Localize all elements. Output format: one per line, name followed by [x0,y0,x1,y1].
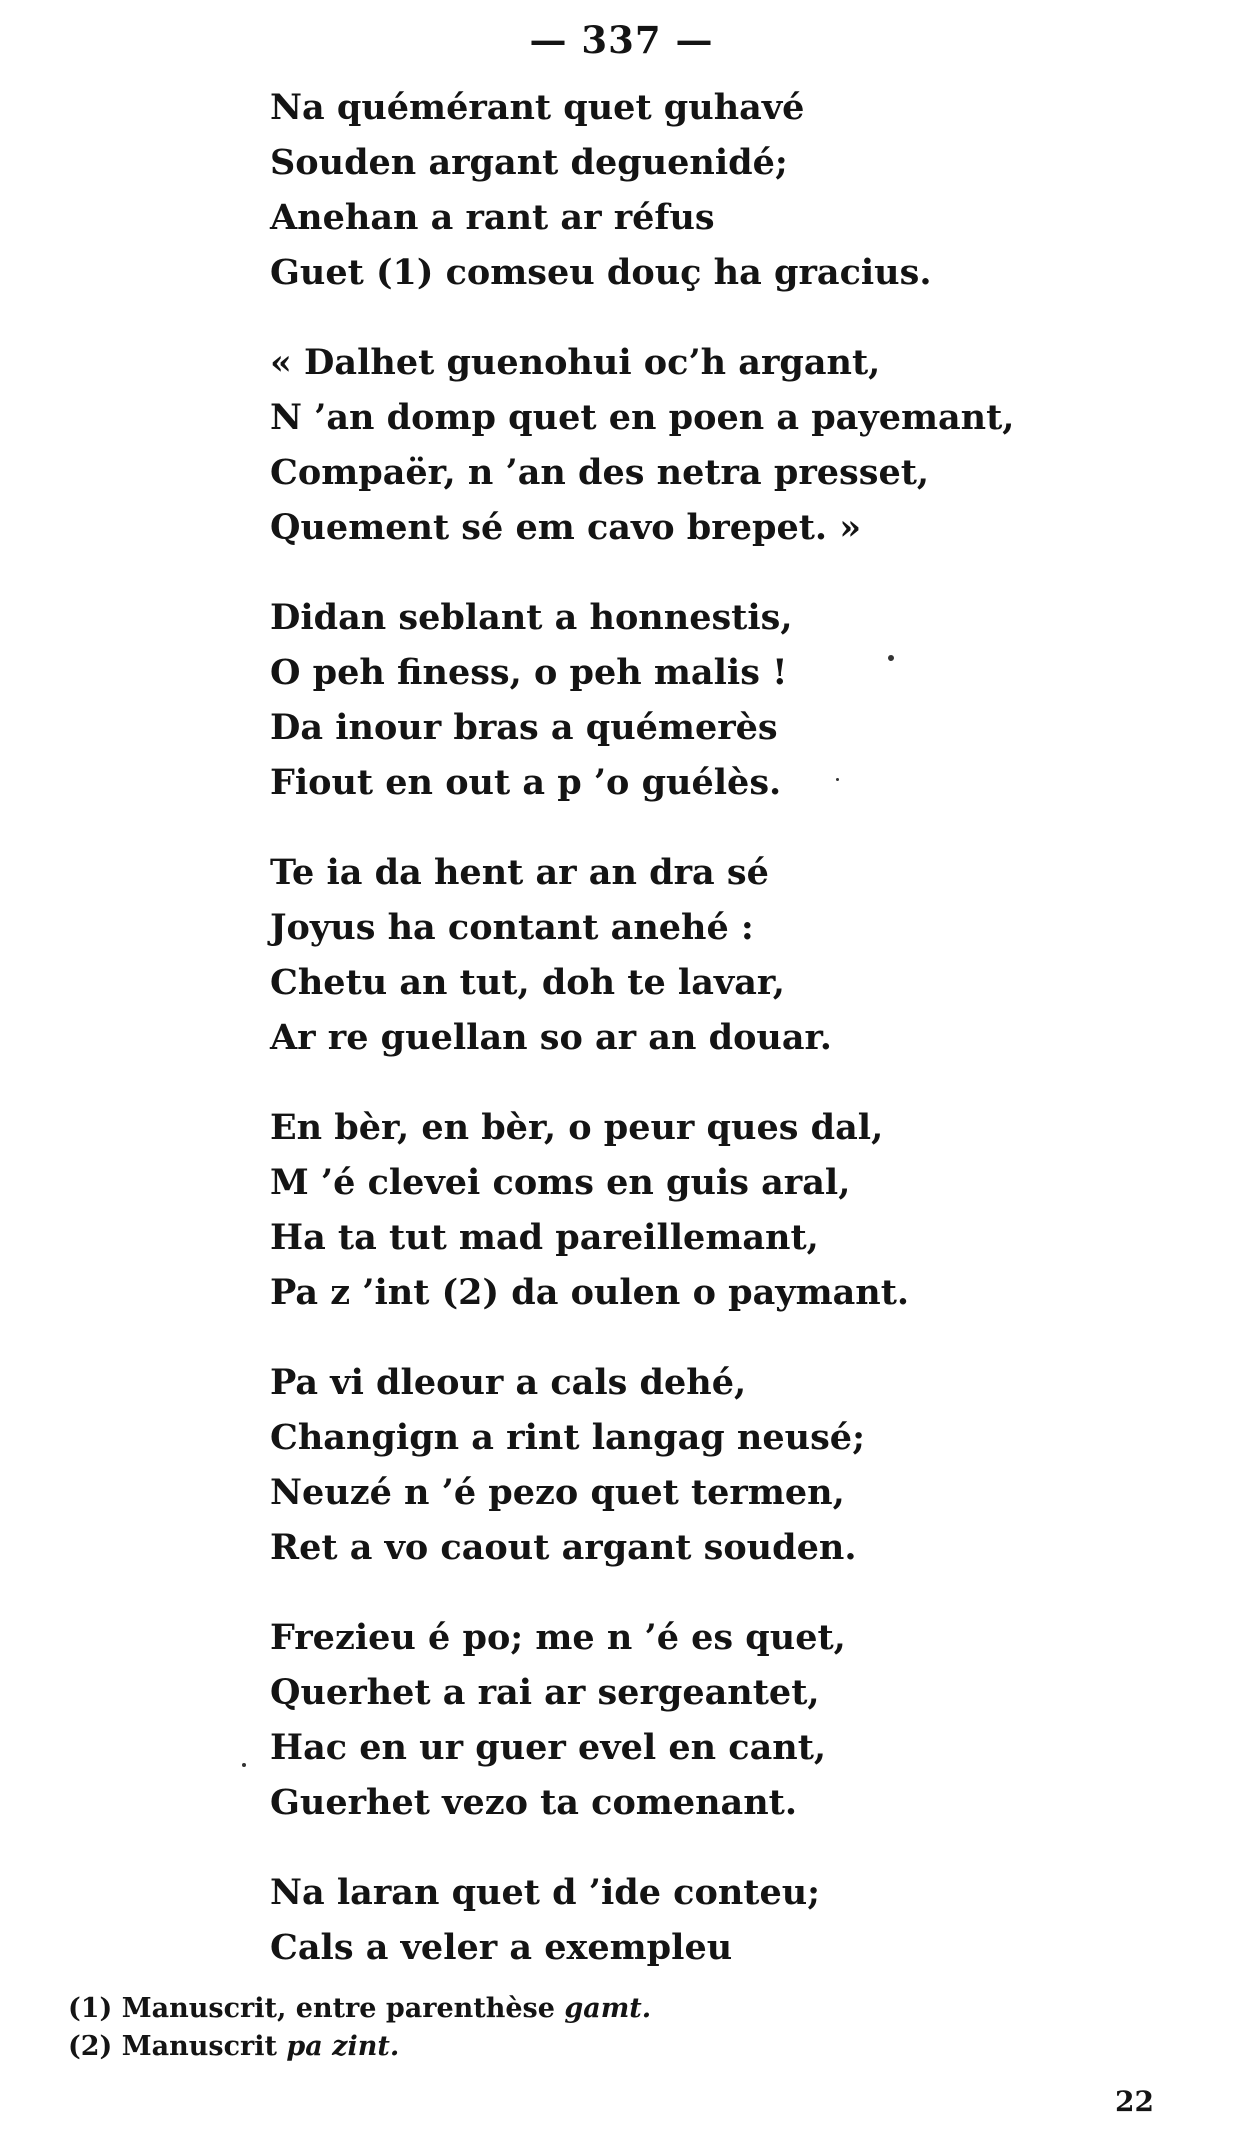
verse-line: Na laran quet d ’ide conteu; [270,1872,821,1913]
stanza [270,1355,1170,1575]
verse-line: Hac en ur guer evel en cant, [270,1727,827,1768]
stanza [270,1610,1170,1830]
stanza [270,1865,1170,1975]
footnote-text: (2) Manuscrit [68,2031,277,2062]
verse-line: Didan seblant a honnestis, [270,597,793,638]
footnote-text: (1) Manuscrit, entre parenthèse [68,1993,555,2024]
verse-line: En bèr, en bèr, o peur ques dal, [270,1107,884,1148]
footnote-1 [68,1990,1068,2028]
verse-line: Chetu an tut, doh te lavar, [270,962,785,1003]
footnotes [68,1990,1068,2066]
signature-mark: 22 [1115,2085,1154,2118]
verse-line: Fiout en out a p ’o guélès. [270,762,782,803]
footnote-italic: pa zint. [286,2031,400,2062]
verse-line: Guerhet vezo ta comenant. [270,1782,798,1823]
ink-speck [242,1763,246,1767]
verse-line: Joyus ha contant anehé : [270,907,754,948]
poem [270,80,1170,2010]
verse-line: Cals a veler a exempleu [270,1927,733,1968]
verse-line: Frezieu é po; me n ’é es quet, [270,1617,846,1658]
verse-line: Pa vi dleour a cals dehé, [270,1362,747,1403]
verse-line: Anehan a rant ar réfus [270,197,715,238]
stanza [270,590,1170,810]
verse-line: Changign a rint langag neusé; [270,1417,865,1458]
verse-line: Ar re guellan so ar an douar. [270,1017,832,1058]
verse-line: « Dalhet guenohui oc’h argant, [270,342,881,383]
stanza [270,335,1170,555]
verse-line: Na quémérant quet guhavé [270,87,805,128]
verse-line: Da inour bras a quémerès [270,707,778,748]
ink-speck [888,655,894,661]
verse-line: O peh finess, o peh malis ! [270,652,788,693]
verse-line: Ret a vo caout argant souden. [270,1527,857,1568]
verse-line: N ’an domp quet en poen a payemant, [270,397,1015,438]
verse-line: Te ia da hent ar an dra sé [270,852,769,893]
verse-line: Souden argant deguenidé; [270,142,788,183]
verse-line: M ’é clevei coms en guis aral, [270,1162,851,1203]
verse-line: Compaër, n ’an des netra presset, [270,452,930,493]
ink-speck [836,778,839,781]
verse-line: Ha ta tut mad pareillemant, [270,1217,819,1258]
footnote-2 [68,2028,1068,2066]
verse-line: Querhet a rai ar sergeantet, [270,1672,820,1713]
stanza [270,1100,1170,1320]
verse-line: Guet (1) comseu douç ha gracius. [270,252,932,293]
verse-line: Pa z ’int (2) da oulen o paymant. [270,1272,910,1313]
footnote-italic: gamt. [564,1993,652,2024]
verse-line: Quement sé em cavo brepet. » [270,507,862,548]
stanza [270,80,1170,300]
verse-line: Neuzé n ’é pezo quet termen, [270,1472,845,1513]
stanza [270,845,1170,1065]
page-number: — 337 — [529,18,714,62]
